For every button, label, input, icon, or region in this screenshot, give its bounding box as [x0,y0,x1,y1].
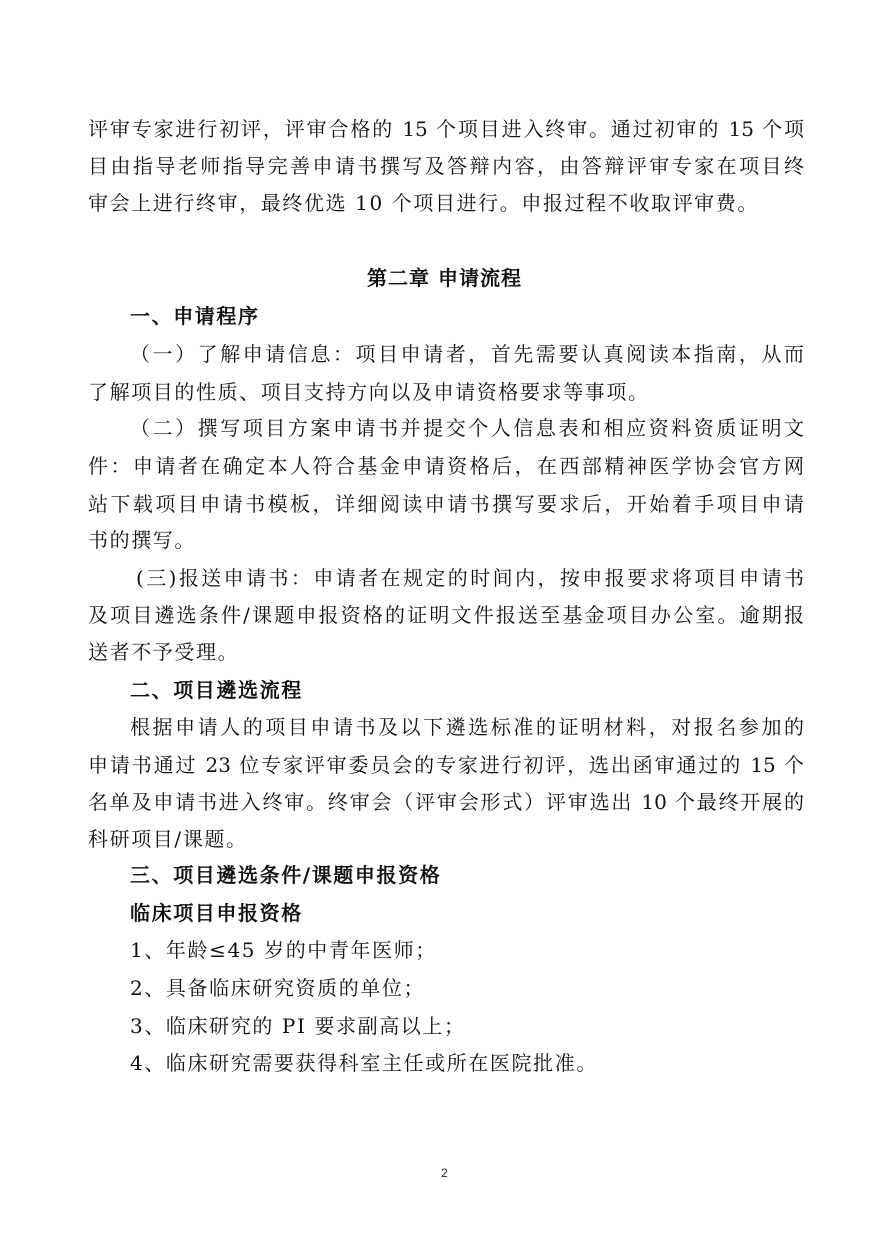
section1-item3-line-3: 送者不予受理。 [88,640,240,664]
section2-heading: 二、项目遴选流程 [130,678,303,702]
list-item: 2、具备临床研究资质的单位； [130,976,426,1000]
section1-item1-line-1: （一）了解申请信息：项目申请者，首先需要认真阅读本指南，从而 [130,342,804,366]
section2-line-2: 申请书通过 23 位专家评审委员会的专家进行初评，选出函审通过的 15 个 [88,753,804,777]
section1-item3-line-1: (三)报送申请书：申请者在规定的时间内，按申报要求将项目申请书 [136,566,804,590]
section1-item3-line-2: 及项目遴选条件/课题申报资格的证明文件报送至基金项目办公室。逾期报 [88,603,804,627]
list-item: 1、年龄≤45 岁的中青年医师； [130,938,437,962]
intro-line-3: 审会上进行终审，最终优选 10 个项目进行。申报过程不收取评审费。 [88,191,759,215]
page-number: 2 [441,1166,448,1180]
chapter-title: 第二章 申请流程 [367,266,522,290]
section1-item2-line-4: 书的撰写。 [88,528,196,552]
section2-line-1: 根据申请人的项目申请书及以下遴选标准的证明材料，对报名参加的 [130,715,804,739]
section2-line-3: 名单及申请书进入终审。终审会（评审会形式）评审选出 10 个最终开展的 [88,790,804,814]
intro-line-2: 目由指导老师指导完善申请书撰写及答辩内容，由答辩评审专家在项目终 [88,154,804,178]
intro-line-1: 评审专家进行初评，评审合格的 15 个项目进入终审。通过初审的 15 个项 [88,117,804,141]
section1-item2-line-1: （二）撰写项目方案申请书并提交个人信息表和相应资料资质证明文 [130,416,804,440]
section1-heading: 一、申请程序 [130,304,260,328]
section1-item1-line-2: 了解项目的性质、项目支持方向以及申请资格要求等事项。 [88,380,650,404]
section2-line-4: 科研项目/课题。 [88,827,248,851]
section1-item2-line-3: 站下载项目申请书模板，详细阅读申请书撰写要求后，开始着手项目申请 [88,492,804,516]
section3-heading: 三、项目遴选条件/课题申报资格 [130,863,442,887]
list-item: 4、临床研究需要获得科室主任或所在医院批准。 [130,1051,598,1075]
section3-subheading: 临床项目申报资格 [130,901,303,925]
list-item: 3、临床研究的 PI 要求副高以上； [130,1014,466,1038]
section1-item2-line-2: 件：申请者在确定本人符合基金申请资格后，在西部精神医学协会官方网 [88,454,804,478]
